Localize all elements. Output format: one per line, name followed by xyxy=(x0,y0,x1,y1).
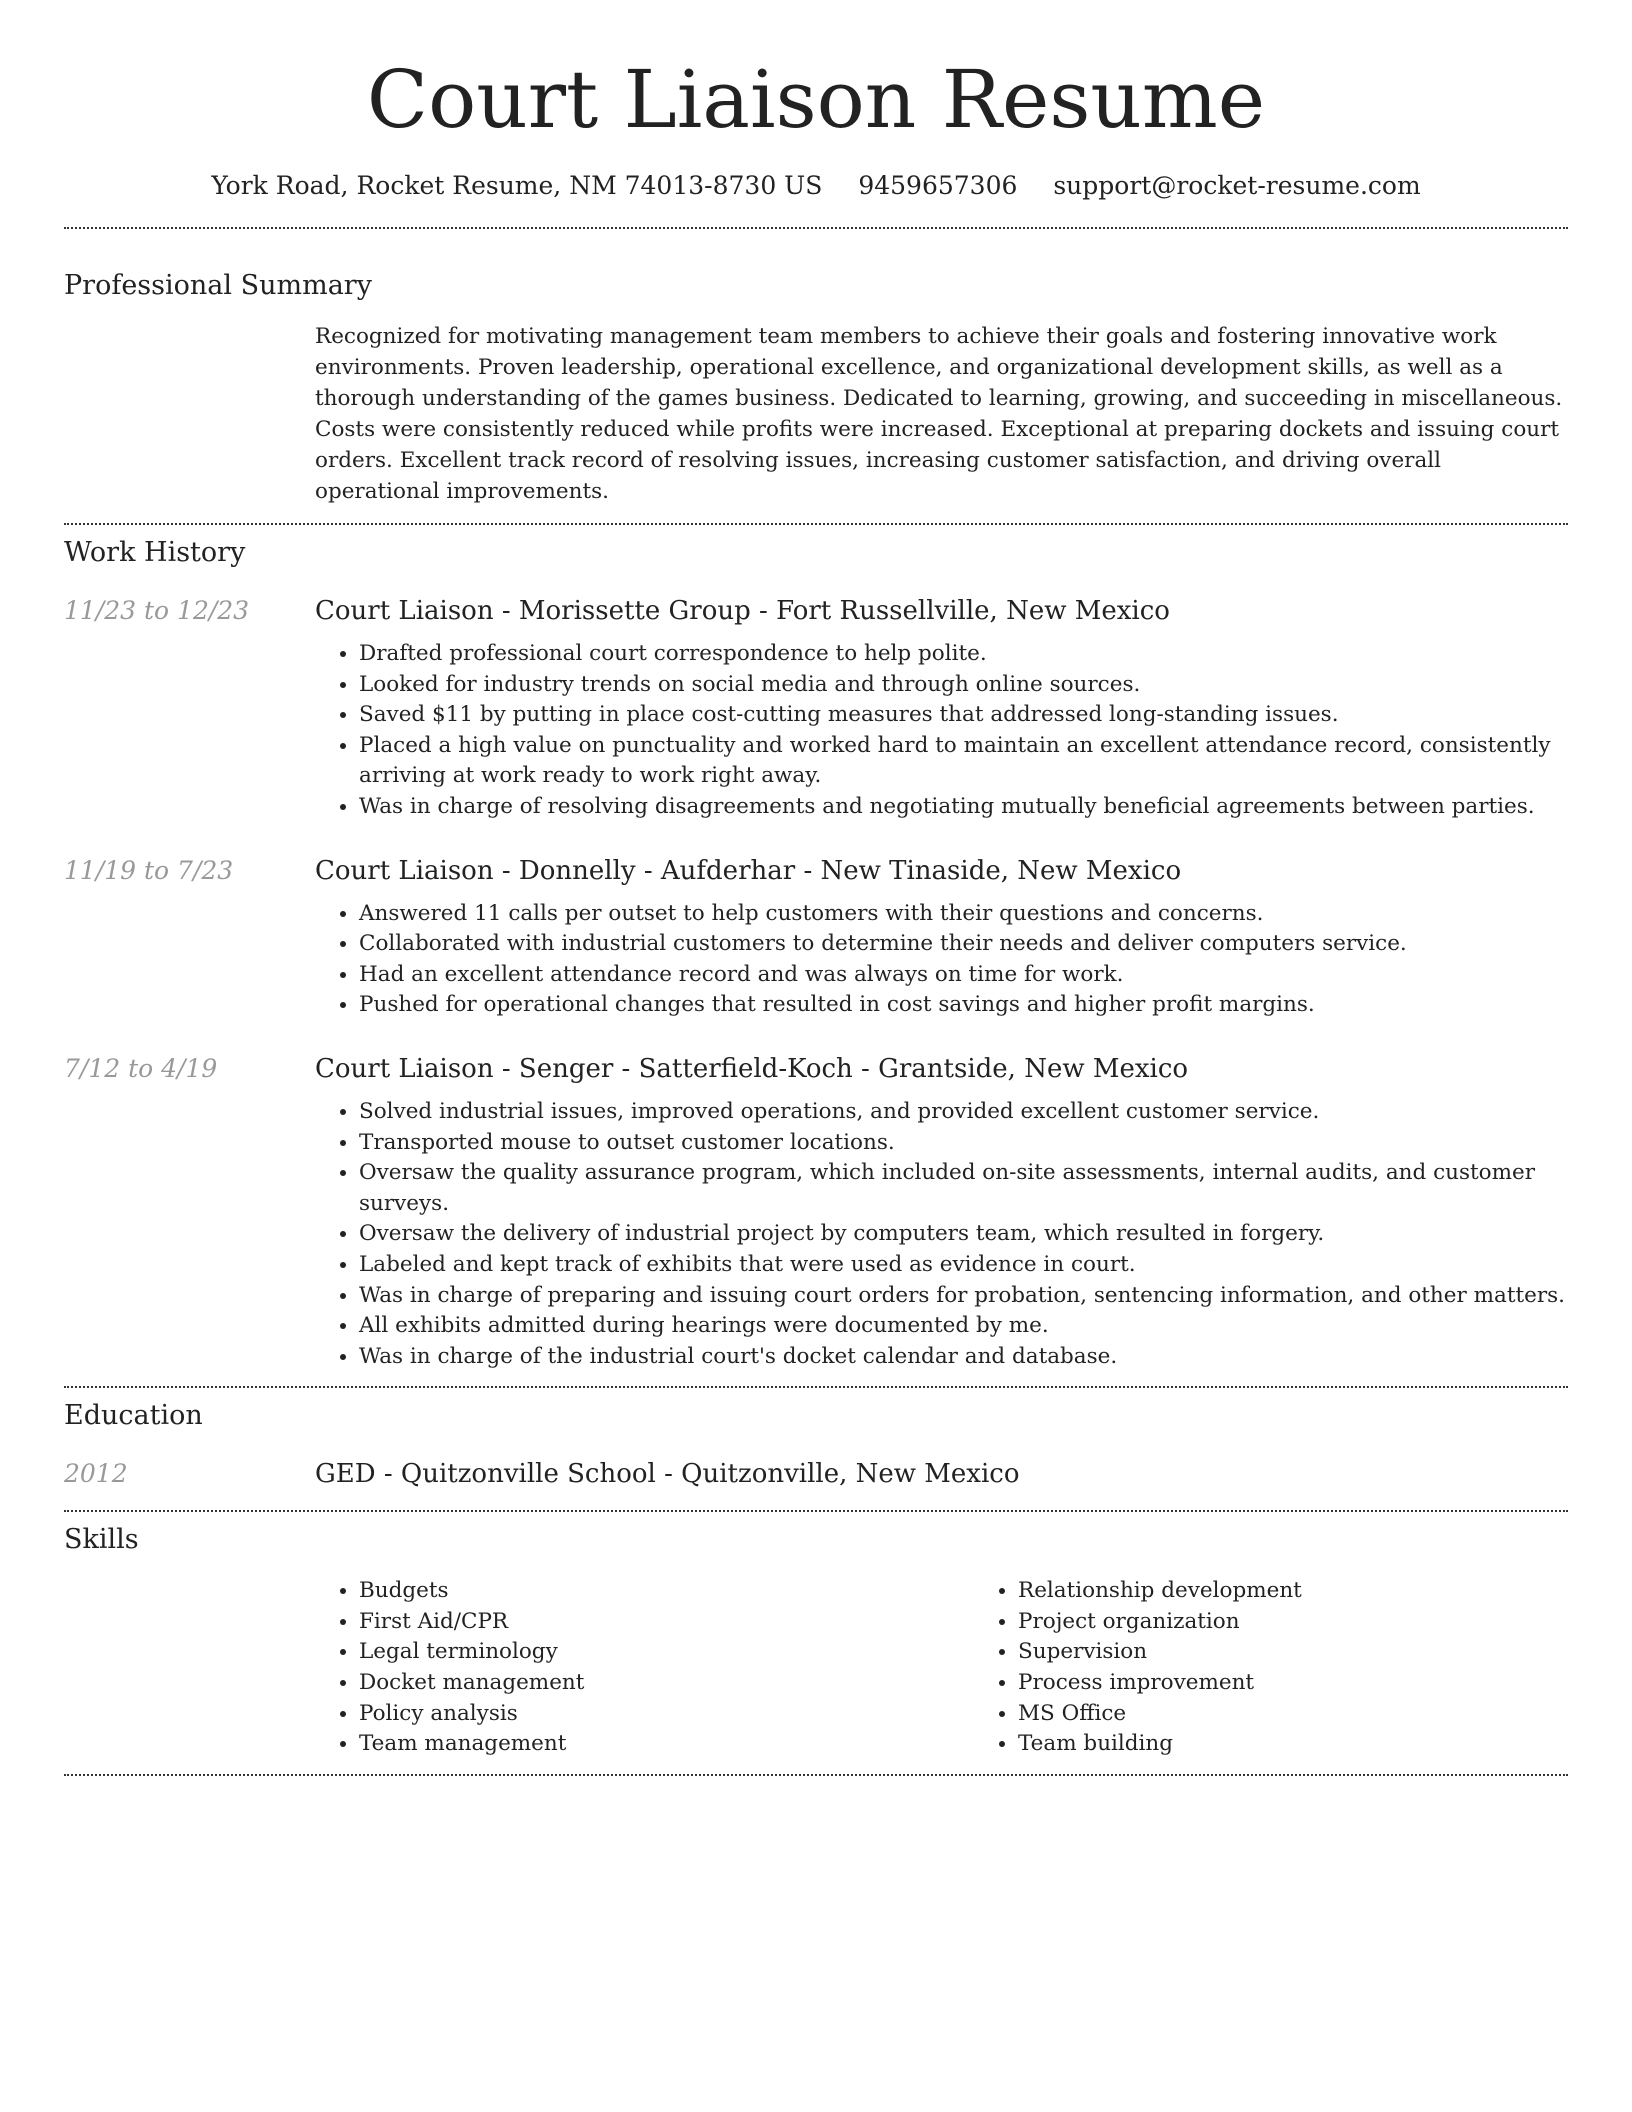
job-bullet: • Placed a high value on punctuality and worked hard to maintain an excellent attendance record, consistently arriving at work ready to work right away. xyxy=(359,731,1568,792)
divider xyxy=(64,1386,1568,1388)
job-heading: Court Liaison - Morissette Group - Fort Russellville, New Mexico xyxy=(315,596,1170,626)
skill-item: • Relationship development xyxy=(1018,1576,1568,1607)
job-dates: 11/23 to 12/23 xyxy=(64,596,250,625)
education-heading: Education xyxy=(64,1400,203,1432)
job-dates: 7/12 to 4/19 xyxy=(64,1053,218,1083)
skills-list-right xyxy=(974,1576,1568,1760)
skill-item: • Legal terminology xyxy=(359,1637,974,1668)
skills-list-left xyxy=(315,1576,974,1760)
education-heading-line: GED - Quitzonville School - Quitzonville, New Mexico xyxy=(315,1459,1020,1490)
skill-item: • Policy analysis xyxy=(359,1699,974,1730)
divider xyxy=(64,1774,1568,1776)
divider xyxy=(64,523,1568,525)
work-history-heading: Work History xyxy=(64,537,246,568)
divider xyxy=(64,227,1568,229)
skill-item: • Supervision xyxy=(1018,1637,1568,1668)
skill-item: • Team building xyxy=(1018,1729,1568,1760)
job-bullets xyxy=(315,639,1568,823)
skill-item: • Project organization xyxy=(1018,1607,1568,1638)
job-bullet: • Looked for industry trends on social media and through online sources. xyxy=(359,670,1568,701)
job-entry xyxy=(64,593,1568,823)
job-bullet: • All exhibits admitted during hearings were documented by me. xyxy=(359,1311,1568,1342)
skills-grid xyxy=(315,1576,1568,1760)
job-entry xyxy=(64,853,1568,1021)
contact-address: York Road, Rocket Resume, NM 74013-8730 US xyxy=(211,171,823,200)
education-year: 2012 xyxy=(64,1459,128,1489)
job-bullets xyxy=(315,899,1568,1021)
skill-item: • Team management xyxy=(359,1729,974,1760)
resume-title: Court Liaison Resume xyxy=(366,53,1266,146)
contact-phone: 9459657306 xyxy=(858,171,1018,200)
resume-page xyxy=(64,0,1568,1776)
job-bullet: • Saved $11 by putting in place cost-cutting measures that addressed long-standing issues. xyxy=(359,700,1568,731)
job-bullet: • Answered 11 calls per outset to help customers with their questions and concerns. xyxy=(359,899,1568,930)
job-bullet: • Oversaw the delivery of industrial project by computers team, which resulted in forgery. xyxy=(359,1219,1568,1250)
skill-item: • Process improvement xyxy=(1018,1668,1568,1699)
job-heading: Court Liaison - Donnelly - Aufderhar - New Tinaside, New Mexico xyxy=(315,855,1182,886)
skill-item: • Docket management xyxy=(359,1668,974,1699)
job-bullet: • Was in charge of resolving disagreements and negotiating mutually beneficial agreements between parties. xyxy=(359,792,1568,823)
job-bullet: • Labeled and kept track of exhibits that were used as evidence in court. xyxy=(359,1250,1568,1281)
job-bullet: • Transported mouse to outset customer locations. xyxy=(359,1128,1568,1159)
job-entry xyxy=(64,1051,1568,1372)
skill-item: • MS Office xyxy=(1018,1699,1568,1730)
job-bullet: • Oversaw the quality assurance program, which included on-site assessments, internal audits, and customer surveys. xyxy=(359,1158,1568,1219)
divider xyxy=(64,1510,1568,1512)
skills-row xyxy=(64,1576,1568,1760)
job-bullet: • Collaborated with industrial customers to determine their needs and deliver computers service. xyxy=(359,929,1568,960)
skill-item: • First Aid/CPR xyxy=(359,1607,974,1638)
job-bullet: • Had an excellent attendance record and was always on time for work. xyxy=(359,960,1568,991)
job-dates: 11/19 to 7/23 xyxy=(64,855,234,885)
contact-email: support@rocket-resume.com xyxy=(1053,171,1421,200)
job-bullet: • Was in charge of the industrial court's docket calendar and database. xyxy=(359,1342,1568,1373)
summary-heading: Professional Summary xyxy=(64,270,372,301)
job-bullet: • Solved industrial issues, improved operations, and provided excellent customer service. xyxy=(359,1097,1568,1128)
job-bullet: • Was in charge of preparing and issuing court orders for probation, sentencing information, and other matters. xyxy=(359,1281,1568,1312)
skill-item: • Budgets xyxy=(359,1576,974,1607)
job-heading: Court Liaison - Senger - Satterfield-Koch - Grantside, New Mexico xyxy=(315,1053,1189,1084)
job-bullets xyxy=(315,1097,1568,1372)
summary-text: Recognized for motivating management team members to achieve their goals and fostering innovative work environments. Proven leadership, operational excellence, and organizational development skills, as well as a thorough understanding of the games business. Dedicated to learning, growing, and succeeding in miscellaneous. Costs were consistently reduced while profits were increased. Exceptional at preparing dockets and issuing court orders. Excellent track record of resolving issues, increasing customer satisfaction, and driving overall operational improvements. xyxy=(315,324,1563,504)
job-bullet: • Drafted professional court correspondence to help polite. xyxy=(359,639,1568,670)
job-bullet: • Pushed for operational changes that resulted in cost savings and higher profit margins. xyxy=(359,990,1568,1021)
contact-line xyxy=(64,168,1568,204)
summary-row xyxy=(64,321,1568,507)
skills-heading: Skills xyxy=(64,1524,139,1556)
education-entry xyxy=(64,1456,1568,1492)
